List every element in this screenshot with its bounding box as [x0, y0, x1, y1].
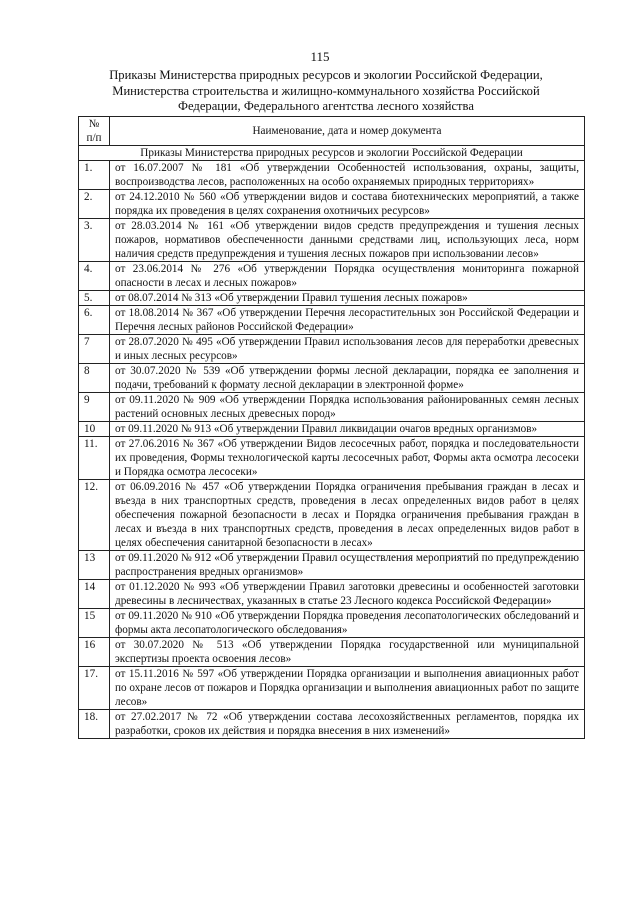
row-document: от 15.11.2016 № 597 «Об утверждении Порядка организации и выполнения авиационных работ по охране лесов от пожаров и Порядка организации и выполнения авиационных работ по защите лесов»: [110, 667, 585, 710]
row-number: 18.: [79, 710, 110, 739]
header-name: Наименование, дата и номер документа: [110, 117, 585, 146]
row-number: 16: [79, 638, 110, 667]
row-document: от 09.11.2020 № 912 «Об утверждении Правил осуществления мероприятий по предупреждению распространения вредных организмов»: [110, 551, 585, 580]
row-document: от 18.08.2014 № 367 «Об утверждении Перечня лесорастительных зон Российской Федерации и Перечня лесных районов Российской Федерации»: [110, 306, 585, 335]
row-document: от 23.06.2014 № 276 «Об утверждении Порядка осуществления мониторинга пожарной опасности в лесах и лесных пожаров»: [110, 262, 585, 291]
table-row: [79, 364, 585, 393]
table-row: [79, 422, 585, 437]
row-document: от 16.07.2007 № 181 «Об утверждении Особенностей использования, охраны, защиты, воспроизводства лесов, расположенных на особо охраняемых природных территориях»: [110, 161, 585, 190]
row-number: 8: [79, 364, 110, 393]
header-num: № п/п: [79, 117, 110, 146]
table-row: [79, 291, 585, 306]
row-document: от 28.03.2014 № 161 «Об утверждении видов средств предупреждения и тушения лесных пожаров, нормативов обеспеченности данными средствами лиц, использующих леса, норм наличия средств предупреждения и тушения лесных пожаров при использовании лесов»: [110, 219, 585, 262]
row-number: 1.: [79, 161, 110, 190]
row-number: 13: [79, 551, 110, 580]
table-row: [79, 335, 585, 364]
table-row: [79, 437, 585, 480]
row-number: 6.: [79, 306, 110, 335]
table-row: [79, 480, 585, 551]
row-document: от 09.11.2020 № 909 «Об утверждении Порядка использования районированных семян лесных растений основных лесных древесных пород»: [110, 393, 585, 422]
row-number: 9: [79, 393, 110, 422]
row-number: 14: [79, 580, 110, 609]
row-number: 12.: [79, 480, 110, 551]
row-number: 11.: [79, 437, 110, 480]
row-number: 5.: [79, 291, 110, 306]
row-document: от 30.07.2020 № 513 «Об утверждении Порядка государственной или муниципальной экспертизы проекта освоения лесов»: [110, 638, 585, 667]
row-document: от 24.12.2010 № 560 «Об утверждении видов и состава биотехнических мероприятий, а также порядка их проведения в целях сохранения охотничьих ресурсов»: [110, 190, 585, 219]
row-document: от 01.12.2020 № 993 «Об утверждении Правил заготовки древесины и особенностей заготовки древесины в лесничествах, указанных в статье 23 Лесного кодекса Российской Федерации»: [110, 580, 585, 609]
row-number: 2.: [79, 190, 110, 219]
row-number: 4.: [79, 262, 110, 291]
row-number: 10: [79, 422, 110, 437]
table-row: [79, 306, 585, 335]
section-title: Приказы Министерства природных ресурсов и экологии Российской Федерации: [79, 146, 585, 161]
row-document: от 09.11.2020 № 913 «Об утверждении Правил ликвидации очагов вредных организмов»: [110, 422, 585, 437]
table-header-row: [79, 117, 585, 146]
table-row: [79, 609, 585, 638]
table-row: [79, 219, 585, 262]
row-number: 15: [79, 609, 110, 638]
table-row: [79, 393, 585, 422]
row-document: от 09.11.2020 № 910 «Об утверждении Порядка проведения лесопатологических обследований и формы акта лесопатологического обследования»: [110, 609, 585, 638]
page-number: 115: [310, 49, 330, 64]
table-row: [79, 190, 585, 219]
row-document: от 30.07.2020 № 539 «Об утверждении формы лесной декларации, порядка ее заполнения и подачи, требований к формату лесной декларации в электронной форме»: [110, 364, 585, 393]
table-row: [79, 580, 585, 609]
row-document: от 06.09.2016 № 457 «Об утверждении Порядка ограничения пребывания граждан в лесах и въезда в них транспортных средств, проведения в лесах определенных видов работ в целях обеспечения пожарной безопасности в лесах и Порядка ограничения пребывания граждан в лесах и въезда в них транспортных средств, проведения в лесах определенных видов работ в целях обеспечения санитарной безопасности в лесах»: [110, 480, 585, 551]
row-document: от 27.02.2017 № 72 «Об утверждении состава лесохозяйственных регламентов, порядка их разработки, сроков их действия и порядка внесения в них изменений»: [110, 710, 585, 739]
row-document: от 27.06.2016 № 367 «Об утверждении Видов лесосечных работ, порядка и последовательности их проведения, Формы технологической карты лесосечных работ, Формы акта осмотра лесосеки и Порядка осмотра лесосеки»: [110, 437, 585, 480]
row-document: от 08.07.2014 № 313 «Об утверждении Правил тушения лесных пожаров»: [110, 291, 585, 306]
row-document: от 28.07.2020 № 495 «Об утверждении Правил использования лесов для переработки древесных и иных лесных ресурсов»: [110, 335, 585, 364]
section-row: [79, 146, 585, 161]
table-row: [79, 161, 585, 190]
row-number: 3.: [79, 219, 110, 262]
row-number: 17.: [79, 667, 110, 710]
table-row: [79, 638, 585, 667]
row-number: 7: [79, 335, 110, 364]
table-row: [79, 667, 585, 710]
table-row: [79, 551, 585, 580]
documents-table: [78, 116, 585, 739]
table-row: [79, 710, 585, 739]
page-title: Приказы Министерства природных ресурсов и экологии Российской Федерации, Министерства строительства и жилищно-коммунального хозяйства Российской Федерации, Федерального агентства лесного хозяйства: [109, 68, 543, 113]
table-row: [79, 262, 585, 291]
